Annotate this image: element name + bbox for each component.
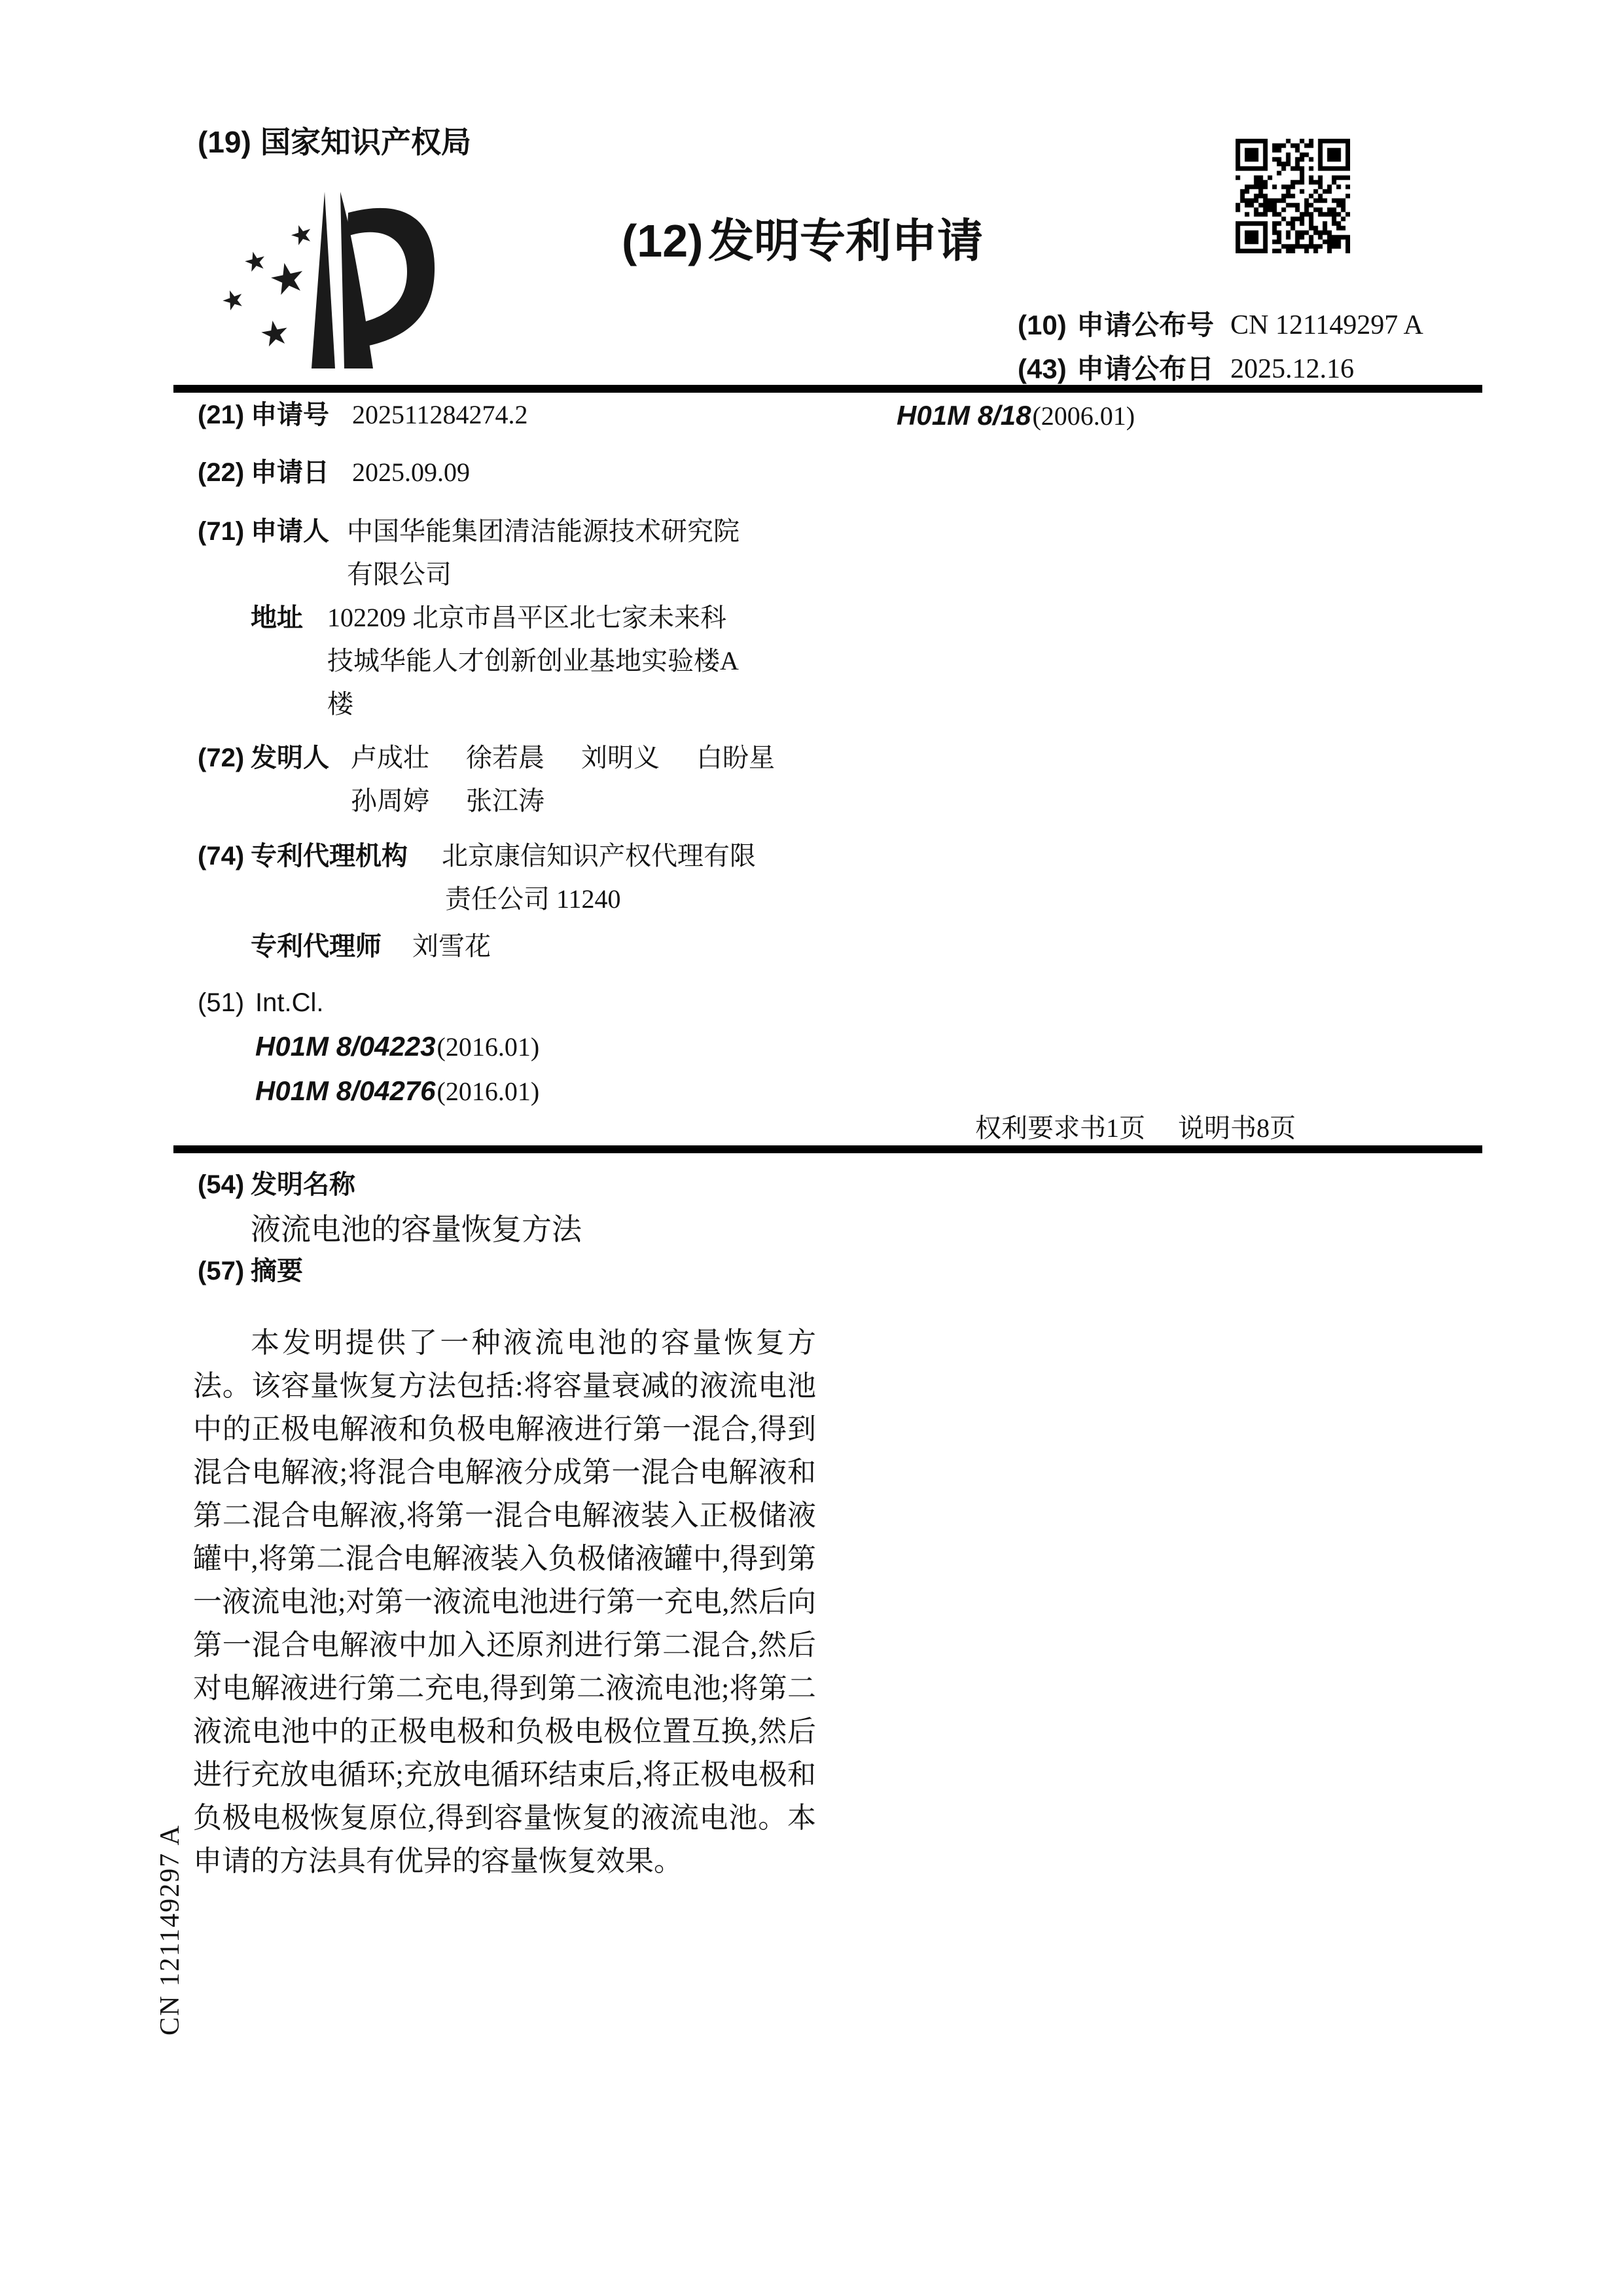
agency-name-line2: 责任公司 11240 xyxy=(445,884,621,914)
application-date-value: 2025.09.09 xyxy=(352,457,470,487)
applicant-name-line1: 中国华能集团清洁能源技术研究院 xyxy=(347,516,740,546)
publication-number-value: CN 121149297 A xyxy=(1230,310,1423,340)
inventor-names-line2 xyxy=(351,787,544,816)
publication-date-tag: (43) xyxy=(1018,353,1067,384)
applicant-tag: (71) xyxy=(198,517,245,546)
logo-star-icon: ★ xyxy=(264,252,312,306)
description-pages: 说明书8页 xyxy=(1178,1113,1296,1143)
agency-label: 专利代理机构 xyxy=(251,842,408,870)
agent-name: 刘雪花 xyxy=(412,931,491,961)
inventors-label: 发明人 xyxy=(251,744,329,772)
address-label: 地址 xyxy=(251,603,303,632)
inventor-name: 卢成壮 xyxy=(351,743,429,772)
publication-number-label: 申请公布号 xyxy=(1077,310,1215,340)
agency-tag: (74) xyxy=(198,842,245,870)
int-cl-version: (2016.01) xyxy=(437,1077,540,1106)
office-name: 国家知识产权局 xyxy=(260,125,471,159)
qr-code xyxy=(1236,139,1350,253)
application-number-tag: (21) xyxy=(198,401,245,429)
logo-star-icon: ★ xyxy=(285,217,317,253)
int-cl-tag: (51) xyxy=(198,988,245,1017)
inventor-name: 孙周婷 xyxy=(351,786,429,816)
agency-name-line1: 北京康信知识产权代理有限 xyxy=(442,841,756,870)
logo-star-icon: ★ xyxy=(257,313,294,355)
application-date-label: 申请日 xyxy=(251,458,329,487)
ipc-main-version: (2006.01) xyxy=(1032,401,1135,431)
inventor-name: 张江涛 xyxy=(466,786,544,816)
invention-title: 液流电池的容量恢复方法 xyxy=(251,1213,582,1246)
address-line2: 技城华能人才创新创业基地实验楼A xyxy=(327,646,739,675)
doc-type-tag: (12) xyxy=(622,215,704,266)
application-number-value: 202511284274.2 xyxy=(352,400,528,429)
abstract-section-label: 摘要 xyxy=(251,1257,303,1285)
agent-label: 专利代理师 xyxy=(251,932,382,961)
inventor-name: 白盼星 xyxy=(696,743,775,772)
logo-star-icon: ★ xyxy=(240,244,270,279)
inventor-names-line1 xyxy=(351,744,775,772)
inventor-name: 徐若晨 xyxy=(466,743,544,772)
publication-date-value: 2025.12.16 xyxy=(1230,354,1354,384)
inventor-name: 刘明义 xyxy=(581,743,660,772)
int-cl-code: H01M 8/04276 xyxy=(255,1075,436,1106)
middle-rule xyxy=(173,1145,1482,1153)
ipc-main-code: H01M 8/18 xyxy=(897,400,1031,431)
int-cl-label: Int.Cl. xyxy=(255,988,324,1017)
logo-star-icon: ★ xyxy=(217,281,249,318)
publication-date-label: 申请公布日 xyxy=(1077,353,1215,384)
title-section-tag: (54) xyxy=(198,1170,245,1199)
address-line3: 楼 xyxy=(327,689,353,719)
ipc-main xyxy=(897,401,1135,431)
office-tag: (19) xyxy=(198,125,251,159)
doc-type-title: 发明专利申请 xyxy=(708,215,983,266)
abstract-section-tag: (57) xyxy=(198,1257,245,1285)
int-cl-version: (2016.01) xyxy=(437,1032,540,1062)
application-number-label: 申请号 xyxy=(251,401,329,429)
cnipa-logo-icon xyxy=(216,187,452,373)
application-date-tag: (22) xyxy=(198,458,245,487)
abstract-text: 本发明提供了一种液流电池的容量恢复方法。该容量恢复方法包括:将容量衰减的液流电池中的正极电解液和负极电解液进行第一混合,得到混合电解液;将混合电解液分成第一混合电解液和第二混合电解液,将第一混合电解液装入正极储液罐中,将第二混合电解液装入负极储液罐中,得到第一液流电池;对第一液流电池进行第一充电,然后向第一混合电解液中加入还原剂进行第二混合,然后对电解液进行第二充电,得到第二液流电池;将第二液流电池中的正极电极和负极电极位置互换,然后进行充放电循环;充放电循环结束后,将正极电极和负极电极恢复原位,得到容量恢复的液流电池。本申请的方法具有优异的容量恢复效果。 xyxy=(193,1327,816,1877)
title-section-label: 发明名称 xyxy=(251,1170,355,1199)
side-publication-number: CN 121149297 A xyxy=(155,1824,185,2036)
inventors-tag: (72) xyxy=(198,744,245,772)
int-cl-code: H01M 8/04223 xyxy=(255,1031,436,1062)
address-line1: 102209 北京市昌平区北七家未来科 xyxy=(327,603,726,632)
claims-pages: 权利要求书1页 xyxy=(975,1113,1145,1143)
publication-number-tag: (10) xyxy=(1018,310,1067,340)
applicant-label: 申请人 xyxy=(251,517,329,546)
top-rule xyxy=(173,385,1482,393)
applicant-name-line2: 有限公司 xyxy=(347,560,452,589)
